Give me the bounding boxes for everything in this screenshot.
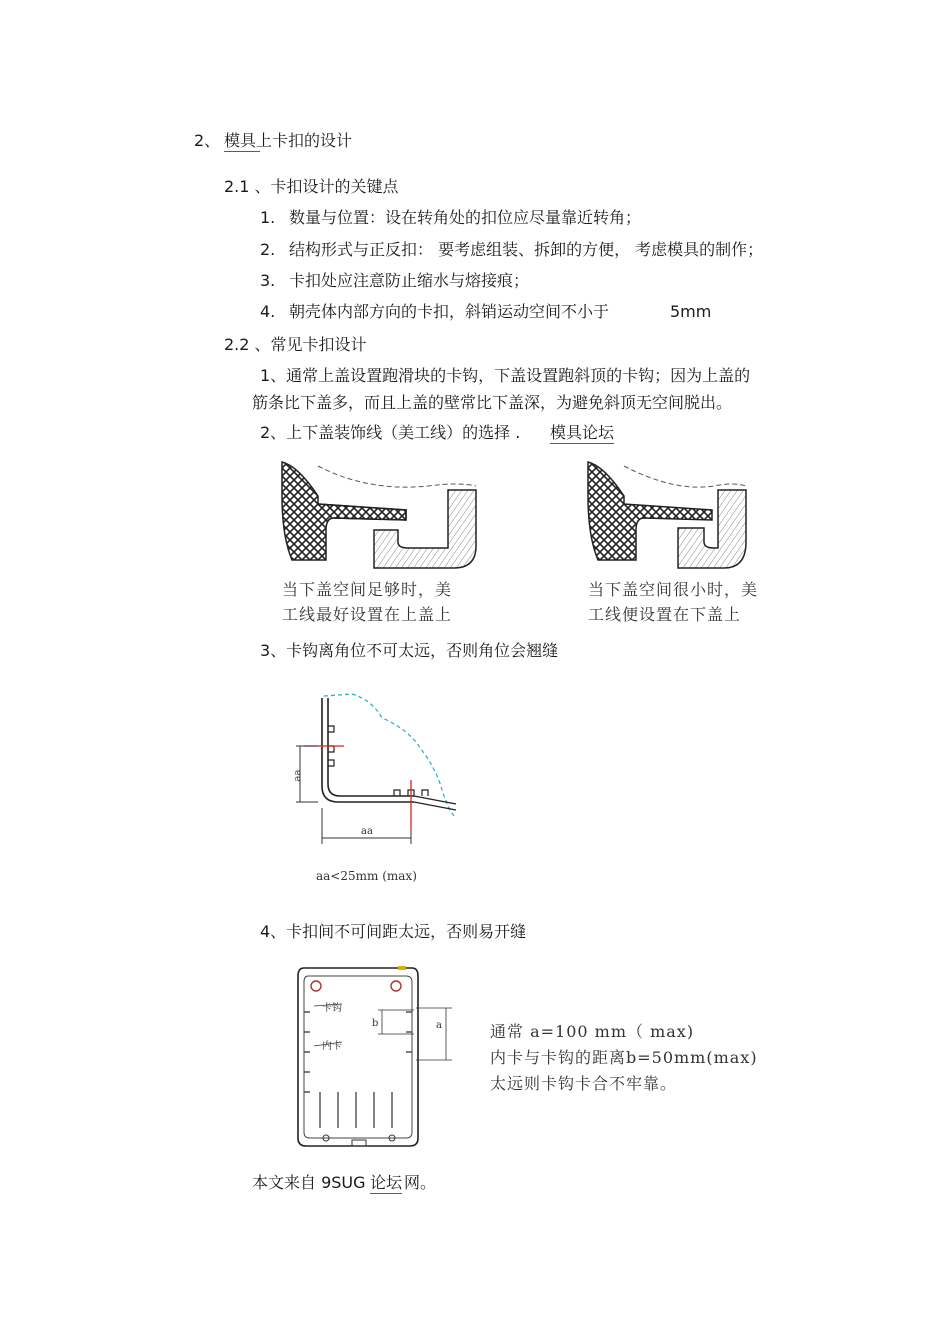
footer-forum-link[interactable]: 论坛 [370,1173,403,1192]
fig1-caption-right-line-1: 当下盖空间很小时，美 [588,580,759,599]
list-item-1-text: 数量与位置：设在转角处的扣位应尽量靠近转角； [289,208,642,227]
fig1-caption-right-line-2: 工线便设置在下盖上 [588,605,742,624]
paragraph-2-text: 2、上下盖装饰线（美工线）的选择 . [260,423,521,442]
section-title[interactable]: 模具上卡扣的设计 [224,131,353,150]
paragraph-1-line-2: 筋条比下盖多，而且上盖的壁常比下盖深，为避免斜顶无空间脱出。 [252,393,733,412]
paragraph-3-text: 3、卡钩离角位不可太远，否则角位会翘缝 [260,641,559,660]
right-section-diagram [588,462,746,568]
fig2-caption: aa<25mm (max) [316,869,417,883]
list-item-2-text: 结构形式与正反扣： 要考虑组装、拆卸的方便， 考虑模具的制作； [289,240,764,259]
paragraph-4-text: 4、卡扣间不可间距太远，否则易开缝 [260,922,527,941]
fig3-note-line-1: 通常 a=100 mm（ max) [490,1022,695,1041]
list-item-4-value: 5mm [670,302,712,321]
fig1-caption-left-line-1: 当下盖空间足够时，美 [282,580,453,599]
fig3-note-line-2: 内卡与卡钩的距离b=50mm(max) [490,1048,758,1067]
list-item-3-text: 卡扣处应注意防止缩水与熔接痕； [289,271,530,290]
figure-housing-clip-spacing [294,962,464,1152]
section-title-underline [224,151,260,152]
list-item-1-num: 1. [260,208,276,227]
subsection-2-1-heading: 2.1 、卡扣设计的关键点 [224,177,399,196]
footer-prefix: 本文来自 9SUG [252,1173,366,1192]
subsection-2-2-heading: 2.2 、常见卡扣设计 [224,335,367,354]
list-item-2-num: 2. [260,240,276,259]
list-item-4-text: 朝壳体内部方向的卡扣，斜销运动空间不小于 [289,302,610,321]
left-section-diagram [282,462,476,568]
fig3-label-b: b [372,1018,379,1029]
fig2-dim-vertical-label: aa [292,769,304,782]
list-item-4-num: 4. [260,302,276,321]
footer-suffix: 网。 [404,1173,437,1192]
list-item-3-num: 3. [260,271,276,290]
mold-forum-link[interactable]: 模具论坛 [550,423,615,442]
fig3-note-line-3: 太远则卡钩卡合不牢靠。 [490,1074,678,1093]
fig2-dim-horizontal-label: aa [361,826,373,837]
fig3-label-inner-clip: 内卡 [322,1041,342,1052]
figure-decoration-line-diagrams [278,456,798,576]
paragraph-1-line-1: 1、通常上盖设置跑滑块的卡钩，下盖设置跑斜顶的卡钩；因为上盖的 [260,366,751,385]
fig3-label-hook: 卡钩 [322,1003,342,1014]
figure-corner-distance [290,690,470,860]
fig3-label-a: a [436,1020,442,1031]
fig1-caption-left-line-2: 工线最好设置在上盖上 [282,605,453,624]
section-number: 2、 [194,131,221,150]
